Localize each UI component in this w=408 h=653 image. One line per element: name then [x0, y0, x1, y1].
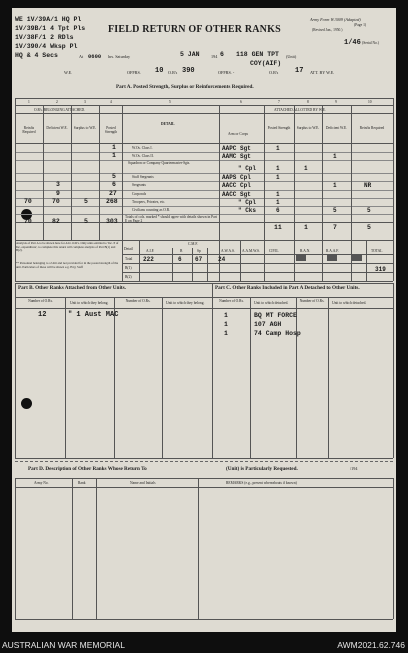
analysis-head-sp: Sp [197, 249, 201, 253]
unit-line-4: 1V/390/4 Wksp Pl [15, 43, 78, 50]
form-title: FIELD RETURN OF OTHER RANKS [108, 24, 281, 35]
row-arm: AAPC Sgt [222, 145, 251, 152]
row-arm: " Cpl [238, 199, 257, 206]
footer-accession: AWM2021.62.746 [337, 640, 405, 650]
total-att-surplus: 1 [304, 224, 308, 231]
part-c-head-number-2: Number of O.Rs. [299, 299, 325, 303]
analysis-head-b: B [180, 249, 183, 253]
unit-label: (Unit) [286, 54, 297, 59]
row-detail: Squadron or Company Quartermaster-Sgts. [128, 161, 191, 165]
row-deficient: 3 [56, 181, 60, 188]
part-c-title: Part C. Other Ranks Included in Part A Detached to Other Units. [215, 285, 360, 291]
part-c-unit: 74 Camp Hosp [254, 330, 301, 337]
row-att-reinfts: NR [364, 182, 372, 189]
row-detail: Corporals [132, 192, 147, 196]
col-number-2: 2 [56, 100, 58, 104]
row-att-posted: 1 [276, 199, 280, 206]
row-posted: 1 [112, 152, 116, 159]
col-head-deficient: Deficient W.E. [46, 126, 68, 130]
row-deficient: 9 [56, 190, 60, 197]
part-b-title: Part B. Other Ranks Attached from Other Units. [18, 285, 126, 291]
offrs-label-2: OFFRS. - [218, 70, 235, 75]
analysis-cmf: 6 [178, 256, 182, 263]
row-detail: W.Os. Class I. [132, 146, 153, 150]
col-head-reinfts: Reinfts Required [22, 126, 36, 134]
row-posted: 6 [112, 181, 116, 188]
detail-header: DETAIL [161, 122, 175, 126]
analysis-b: 67 [195, 256, 203, 263]
page-reference: (Page 1) [354, 23, 367, 27]
part-d-date: /194 [350, 466, 358, 471]
col-head-posted-att: Posted Strength [267, 126, 291, 130]
col-head-surplus: Surplus to W.E. [73, 126, 97, 130]
total-att-deficient: 7 [333, 224, 337, 231]
row-posted: 1 [112, 144, 116, 151]
col-head-reinfts-att: Reinfts Required [359, 126, 385, 130]
part-a-title: Part A. Posted Strength, Surplus or Reinforcements Required. [116, 84, 254, 90]
row-arm: AACC Sgt [222, 191, 251, 198]
row-arm: " Cks [238, 207, 257, 214]
row-surplus: 5 [84, 198, 88, 205]
or-value: 390 [182, 67, 195, 75]
part-d-head-army-no: Army No. [34, 481, 49, 485]
part-c-number: 1 [224, 312, 228, 319]
revised-date: (Revised Jan., 1950.) [312, 28, 343, 32]
col-number-1: 1 [28, 100, 30, 104]
unit-line-5: HQ & 4 Secs [15, 52, 58, 59]
row-arm: AACC Cpl [222, 182, 251, 189]
part-d-head-remarks: REMARKS (e.g., present whereabouts if known) [226, 481, 297, 485]
analysis-head-aamws: A.A.M.W.S. [242, 249, 260, 253]
row-arm: AAPS Cpl [222, 174, 251, 181]
row-att-posted: 1 [276, 165, 280, 172]
part-b-head-number: Number of O.Rs. [28, 299, 53, 303]
attached-header: ATTACHED ALLOTTED BY W.E. [274, 108, 326, 112]
row-att-posted: 1 [276, 145, 280, 152]
offrs-value: 10 [155, 67, 164, 75]
col-number-3: 3 [84, 100, 86, 104]
part-d-head-name: Name and Initials [130, 481, 156, 485]
col-head-arm: Arm or Corps [228, 132, 248, 136]
row-detail: Troopers, Privates, etc. [132, 200, 166, 204]
row-att-posted: 1 [276, 174, 280, 181]
part-b-unit: " 1 Aust MAC [68, 311, 119, 319]
analysis-head-ran: R.A.N. [300, 249, 311, 253]
total-posted: 303 [106, 218, 118, 225]
part-c-unit: 107 AGH [254, 321, 282, 328]
col-number-10: 10 [368, 100, 372, 104]
form-reference: Army Form W.3009 (Adapted) [310, 17, 361, 22]
analysis-footnote: Analysis of Part A to be shown here for ALL O.R's. Only units entitled to 'Inc. P of Inc. expenditure', to complete this return will complete analysis of Part B(1) and B(2). [16, 241, 119, 253]
serial-label: (Serial No.) [362, 41, 379, 45]
row-att-posted: 6 [276, 207, 280, 214]
row-detail: Staff Sergeants [132, 175, 154, 179]
part-b-head-unit: Unit to which they belong. [70, 301, 109, 305]
analysis-sp: 24 [218, 256, 226, 263]
analysis-head-total: TOTAL [371, 249, 383, 253]
col-head-surplus-att: Surplus to W.E. [296, 126, 320, 130]
total-att-reinfts: 5 [367, 224, 371, 231]
row-arm: AAMC Sgt [222, 153, 251, 160]
row-detail: Civilians counting as O.R. [132, 208, 171, 212]
unit-line-3: 1V/38F/1 2 RDls [15, 34, 74, 41]
stamp-mark [296, 255, 306, 261]
total-deficient: 82 [52, 218, 60, 225]
row-arm: " Cpl [238, 165, 257, 172]
unit-line-2: 1V/39B/1 4 Tpt Pls [15, 25, 86, 32]
analysis-row-b2: B(2) [125, 275, 132, 279]
part-d-head-rank: Rank [78, 481, 86, 485]
unit-line-1: WE 1V/39A/1 HQ Pl [15, 16, 82, 23]
row-reinfts: 70 [24, 198, 32, 205]
row-att-reinfts: 5 [367, 207, 371, 214]
belonging-header: O.R's. BELONGING ATTACHED. [34, 108, 85, 112]
part-c-head-unit: Unit to which detached. [254, 301, 289, 305]
offrs-label: OFFRS. [127, 70, 141, 75]
row-att-deficient: 1 [333, 182, 337, 189]
analysis-head-civil: CIVIL [269, 249, 279, 253]
total-att-posted: 11 [274, 224, 282, 231]
stamp-mark [352, 255, 362, 261]
punch-hole-bottom [21, 398, 32, 409]
row-att-deficient: 1 [333, 153, 337, 160]
unit-name: 118 GEN TPT [236, 51, 279, 58]
at-time: 0600 [88, 53, 102, 60]
part-c-head-number: Number of O.Rs. [219, 299, 244, 303]
row-att-deficient: 5 [333, 207, 337, 214]
total-reinfts: 70 [24, 218, 32, 225]
analysis-head-raaf: R.A.A.F. [326, 249, 339, 253]
col-head-deficient-att: Deficient W.E. [325, 126, 348, 130]
row-posted: 27 [109, 190, 117, 197]
totals-detail: Totals of cols. marked * should agree with details shown in Part E on Page 2 [125, 215, 217, 224]
row-att-posted: 1 [276, 191, 280, 198]
analysis-row-b1: B(1) [125, 266, 132, 270]
part-d-title: Part D. Description of Other Ranks Whose Return To [28, 466, 147, 472]
row-posted: 268 [106, 198, 118, 205]
at-label: At [79, 54, 84, 59]
part-c-number: 1 [224, 330, 228, 337]
stamp-mark [327, 255, 337, 261]
total-surplus: 5 [84, 218, 88, 225]
row-posted: 5 [112, 173, 116, 180]
row-deficient: 70 [52, 198, 60, 205]
serial-number: 1/46 [344, 39, 361, 47]
unit-sub: COY(AIF) [250, 60, 282, 67]
col-number-7: 7 [278, 100, 280, 104]
analysis-head-aif: A.I.F. [146, 249, 155, 253]
analysis-aif: 222 [143, 256, 154, 263]
or-label-2: O.R's [269, 70, 279, 75]
attached-value: 17 [295, 67, 304, 75]
col-number-9: 9 [335, 100, 337, 104]
analysis-total: 319 [375, 266, 386, 273]
analysis-row-total: Total [125, 257, 133, 261]
year-prefix: 194 [211, 54, 218, 59]
part-c-number: 1 [224, 321, 228, 328]
attached-label: ATT. BY W.E. [310, 70, 335, 75]
col-number-8: 8 [307, 100, 309, 104]
return-date: 5 JAN [180, 51, 200, 58]
col-number-5: 5 [169, 100, 171, 104]
part-b-number: 12 [38, 311, 47, 319]
form-sheet [12, 8, 396, 632]
col-number-6: 6 [240, 100, 242, 104]
col-head-posted: Posted Strength [104, 126, 118, 134]
row-detail: Sergeants [132, 183, 146, 187]
part-b-head-unit-2: Unit to which they belong. [166, 301, 205, 305]
we-label: W.E. [64, 70, 73, 75]
year-suffix: 6 [220, 51, 224, 58]
part-c-unit: BQ MT FORCE [254, 312, 297, 319]
part-c-head-unit-2: Unit to which detached. [332, 301, 367, 305]
analysis-head-awas: A.W.A.S. [221, 249, 235, 253]
col-number-4: 4 [110, 100, 112, 104]
footer-source: AUSTRALIAN WAR MEMORIAL [2, 640, 125, 650]
analysis-head-detail: Detail [124, 247, 133, 251]
part-d-title-tail: (Unit) is Particularly Requested. [226, 466, 298, 472]
archive-footer [0, 636, 408, 653]
row-detail: W.Os. Class II. [132, 154, 154, 158]
part-b-head-number-2: Number of O.Rs. [125, 299, 151, 303]
row-att-surplus: 1 [304, 165, 308, 172]
or-label: O.R's [168, 70, 178, 75]
analysis-head-cmf: C.M.F. [188, 242, 198, 246]
surplus-footnote: ** Personnel belonging to a Unit and not provided for in the posted strength of the unit. Particulars of these will be shown e.g. H.Q. Staff [16, 261, 119, 269]
hrs-label: hrs. Saturday [108, 54, 131, 59]
